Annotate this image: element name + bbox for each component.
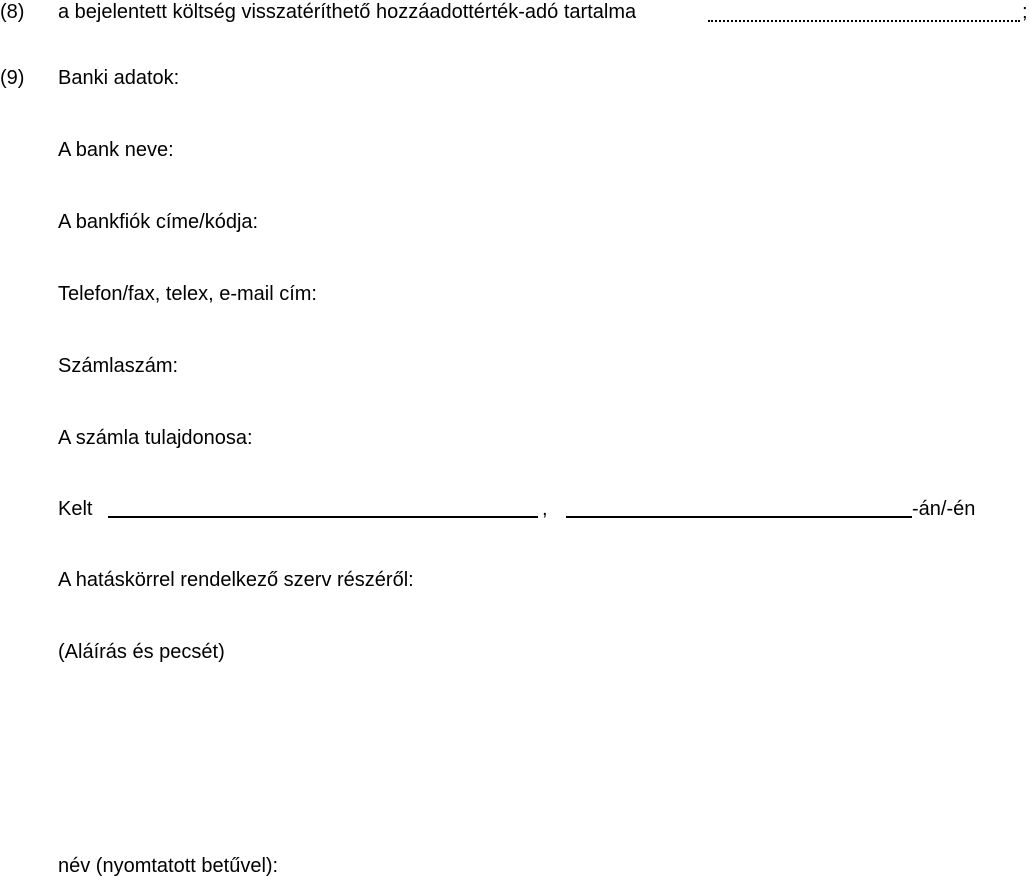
item-9-number: (9) — [0, 67, 25, 89]
item-8-semicolon: ; — [1022, 1, 1028, 23]
date-line[interactable] — [566, 516, 912, 518]
kelt-label: Kelt — [58, 498, 93, 520]
printed-name-label: név (nyomtatott betűvel): — [58, 855, 279, 877]
date-suffix: -án/-én — [912, 498, 976, 520]
item-8-text: a bejelentett költség visszatéríthető hozzáadottérték-adó tartalma — [58, 1, 637, 23]
account-holder-label: A számla tulajdonosa: — [58, 427, 253, 449]
account-number-label: Számlaszám: — [58, 355, 179, 377]
branch-address-label: A bankfiók címe/kódja: — [58, 211, 259, 233]
kelt-comma: , — [542, 498, 548, 520]
dotted-fill-line[interactable] — [708, 10, 1020, 22]
item-9-heading: Banki adatok: — [58, 67, 180, 89]
item-8-number: (8) — [0, 1, 25, 23]
signature-label: (Aláírás és pecsét) — [58, 641, 225, 663]
contact-label: Telefon/fax, telex, e-mail cím: — [58, 283, 317, 305]
bank-name-label: A bank neve: — [58, 139, 174, 161]
authority-label: A hatáskörrel rendelkező szerv részéről: — [58, 569, 414, 591]
place-line[interactable] — [108, 516, 538, 518]
